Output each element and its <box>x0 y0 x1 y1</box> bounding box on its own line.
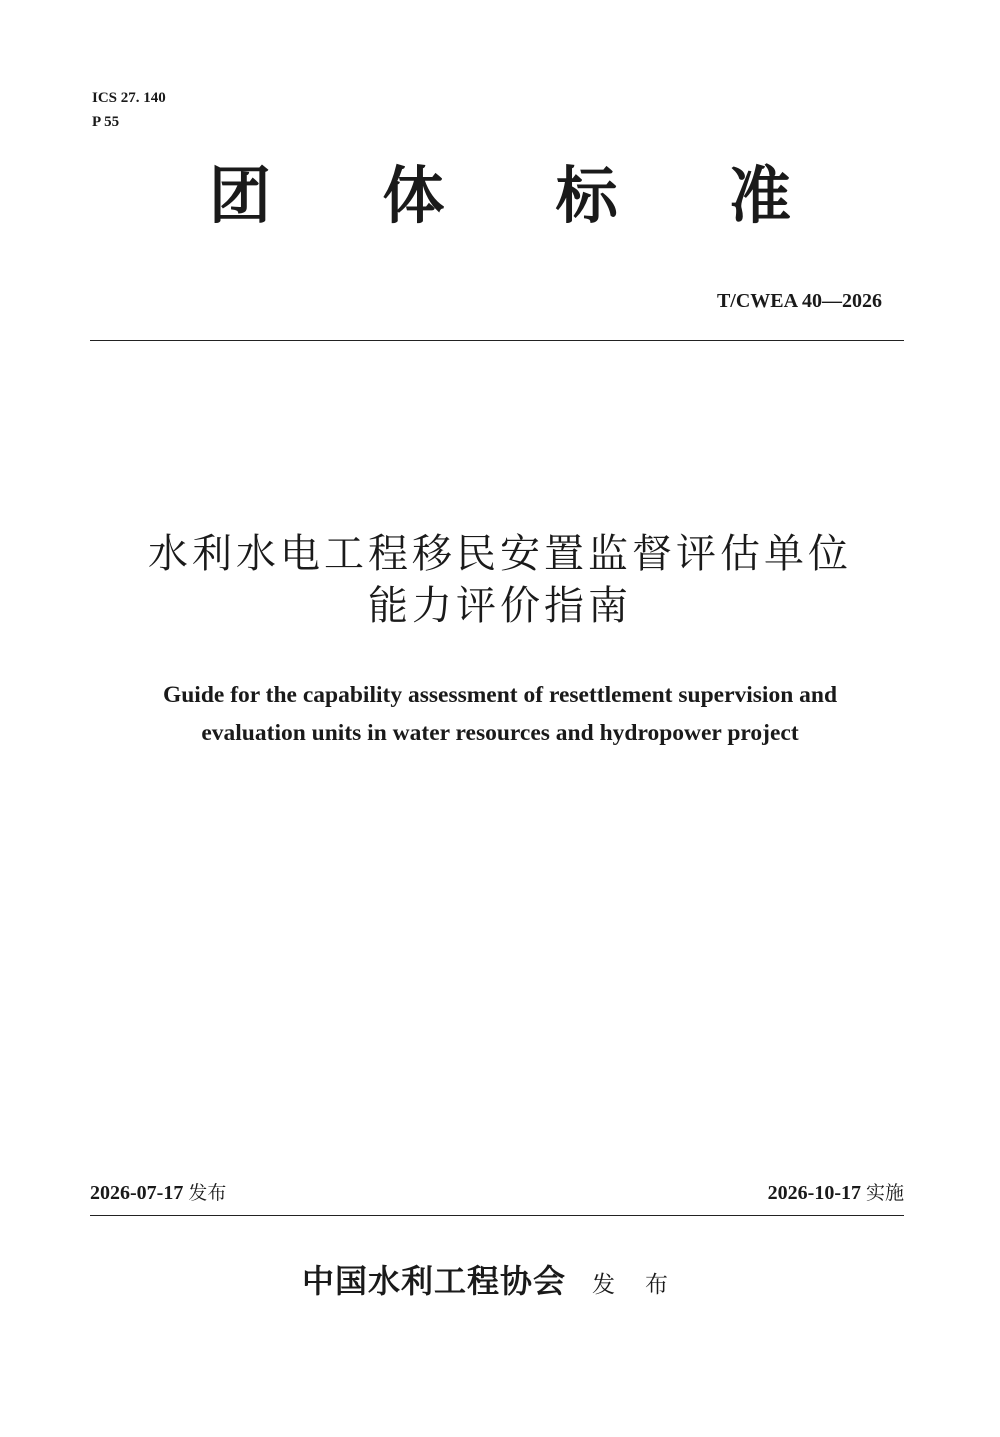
ics-code: ICS 27. 140 <box>92 90 166 106</box>
bottom-divider <box>90 1215 904 1216</box>
standard-number: T/CWEA 40—2026 <box>716 290 882 312</box>
implement-date: 2026-10-17 <box>767 1182 861 1204</box>
standard-type-char: 团 <box>208 159 271 232</box>
standard-type-char: 体 <box>382 159 445 232</box>
chinese-title-line: 能力评价指南 <box>368 583 632 629</box>
publisher-line <box>100 1256 900 1302</box>
standard-type-char: 准 <box>728 159 791 232</box>
standard-type-char: 标 <box>555 159 618 232</box>
implement-label: 实施 <box>865 1182 904 1204</box>
publisher-organization: 中国水利工程协会 <box>301 1262 566 1300</box>
standard-type-heading <box>200 158 800 234</box>
publish-label: 发布 <box>188 1182 227 1204</box>
english-title <box>60 676 940 752</box>
english-title-line: evaluation units in water resources and hydropower project <box>201 720 799 746</box>
chinese-title-line: 水利水电工程移民安置监督评估单位 <box>148 531 852 577</box>
ccs-code: P 55 <box>92 114 120 130</box>
implement-date-block <box>768 1180 904 1206</box>
chinese-title <box>60 528 940 632</box>
top-divider <box>90 340 904 341</box>
publish-date-block <box>90 1180 226 1206</box>
english-title-line: Guide for the capability assessment of resettlement supervision and <box>162 682 838 708</box>
publisher-action: 发布 <box>592 1272 698 1298</box>
classification-codes <box>92 86 166 134</box>
publish-date: 2026-07-17 <box>90 1182 184 1204</box>
